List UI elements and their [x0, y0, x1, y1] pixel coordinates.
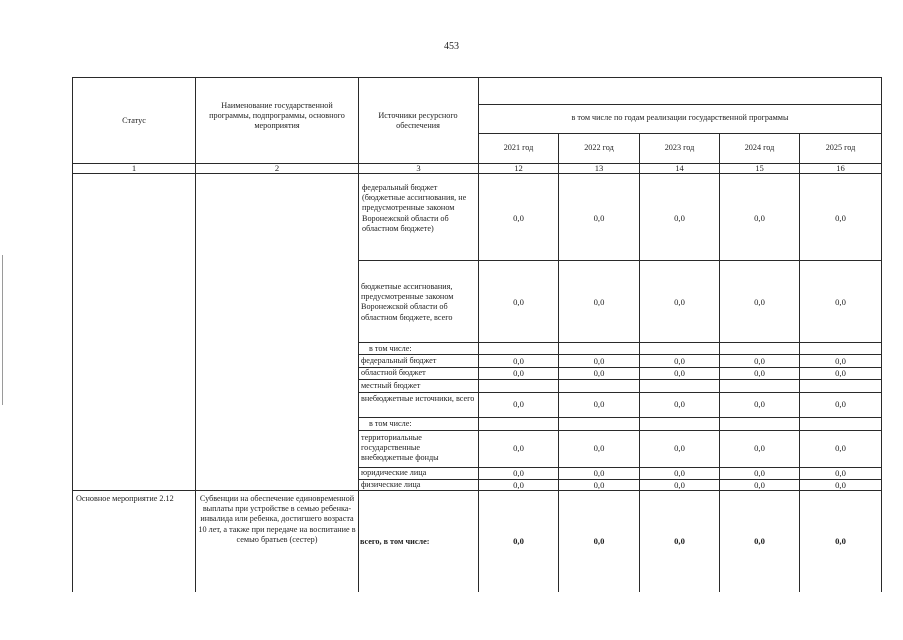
source-individuals: физические лица: [361, 480, 421, 489]
value-r6-2023: 0,0: [674, 399, 685, 409]
measure-name: Субвенции на обеспечение единовременной выплаты при устройстве в семью ребенка-инвалида или ребенка, достигшего возраста 10 лет, а также при передаче на воспитание в семью братьев (сестер): [198, 494, 356, 544]
value-r1-2022: 0,0: [593, 297, 605, 307]
colnum-1: 1: [131, 163, 137, 173]
header-status: Статус: [122, 116, 146, 125]
colnum-16: 16: [836, 163, 845, 173]
value-r1-2025: 0,0: [835, 297, 846, 307]
source-federal-unplanned: федеральный бюджет (бюджетные ассигнования, не предусмотренные законом Воронежской области об областном бюджете): [362, 183, 467, 233]
colnum-12: 12: [514, 163, 523, 173]
col-line-2: [358, 77, 359, 592]
source-local-budget: местный бюджет: [361, 381, 421, 390]
value-r1-2023: 0,0: [674, 297, 685, 307]
row-line-2: [358, 342, 882, 343]
header-divider-years-title: [478, 104, 882, 105]
value-r4-2022: 0,0: [593, 368, 605, 378]
value-r3-2021: 0,0: [513, 356, 524, 366]
value-r1-2021: 0,0: [513, 297, 524, 307]
value-r8-2023: 0,0: [674, 443, 685, 453]
colnum-15: 15: [755, 163, 764, 173]
page-number: 453: [444, 41, 459, 52]
source-legal-entities: юридические лица: [361, 468, 427, 477]
source-including-2: в том числе:: [369, 419, 412, 428]
measure-value-2023: 0,0: [674, 536, 685, 546]
value-r10-2022: 0,0: [593, 480, 605, 490]
header-name: Наименование государственной программы, подпрограммы, основного мероприятия: [209, 101, 345, 131]
value-r4-2021: 0,0: [513, 368, 524, 378]
colnum-bottom-line: [72, 173, 882, 174]
value-r10-2021: 0,0: [513, 480, 524, 490]
scan-edge-mark: [2, 255, 3, 405]
colnum-13: 13: [594, 163, 604, 173]
value-r0-2021: 0,0: [513, 213, 524, 223]
source-including-1: в том числе:: [369, 344, 412, 353]
colnum-14: 14: [675, 163, 684, 173]
row-line-8: [358, 430, 882, 431]
value-r3-2025: 0,0: [835, 356, 846, 366]
value-r9-2021: 0,0: [513, 468, 524, 478]
row-line-5: [358, 379, 882, 380]
measure-value-2025: 0,0: [835, 536, 846, 546]
value-r10-2025: 0,0: [835, 480, 846, 490]
value-r4-2024: 0,0: [754, 368, 765, 378]
source-federal-budget: федеральный бюджет: [361, 356, 437, 365]
year-2025: 2025 год: [825, 143, 856, 152]
measure-status: Основное мероприятие 2.12: [76, 494, 174, 503]
budget-table: [72, 77, 882, 592]
value-r6-2021: 0,0: [513, 399, 524, 409]
col-line-1: [195, 77, 196, 592]
year-2022: 2022 год: [584, 143, 614, 152]
value-r4-2025: 0,0: [835, 368, 846, 378]
value-r8-2021: 0,0: [513, 443, 524, 453]
value-r9-2024: 0,0: [754, 468, 765, 478]
table-right-border: [881, 77, 882, 592]
value-r6-2024: 0,0: [754, 399, 765, 409]
source-territorial-funds: территориальные государственные внебюджетные фонды: [361, 433, 439, 463]
table-top-border: [72, 77, 882, 78]
value-r9-2025: 0,0: [835, 468, 846, 478]
row-line-11: [72, 490, 882, 491]
year-2023: 2023 год: [664, 143, 695, 152]
value-r0-2022: 0,0: [593, 213, 605, 223]
measure-value-2024: 0,0: [754, 536, 765, 546]
measure-value-2021: 0,0: [513, 536, 524, 546]
value-r3-2024: 0,0: [754, 356, 765, 366]
colnum-3: 3: [416, 163, 421, 173]
value-r8-2025: 0,0: [835, 443, 846, 453]
value-r0-2024: 0,0: [754, 213, 765, 223]
value-r1-2024: 0,0: [754, 297, 765, 307]
source-regional-budget: областной бюджет: [361, 368, 426, 377]
value-r3-2023: 0,0: [674, 356, 685, 366]
value-r8-2024: 0,0: [754, 443, 765, 453]
year-2021: 2021 год: [503, 143, 534, 152]
header-by-years: в том числе по годам реализации государственной программы: [571, 113, 789, 122]
value-r6-2025: 0,0: [835, 399, 846, 409]
table-left-border: [72, 77, 73, 592]
header-sources: Источники ресурсного обеспечения: [378, 111, 458, 131]
source-extrabudgetary-total: внебюджетные источники, всего: [361, 394, 475, 403]
col-line-3: [478, 77, 479, 592]
year-2024: 2024 год: [744, 143, 775, 152]
row-line-7: [358, 417, 882, 418]
value-r9-2022: 0,0: [593, 468, 605, 478]
measure-source-total: всего, в том числе:: [360, 537, 430, 546]
value-r4-2023: 0,0: [674, 368, 685, 378]
value-r0-2023: 0,0: [674, 213, 685, 223]
value-r8-2022: 0,0: [593, 443, 605, 453]
measure-value-2022: 0,0: [593, 536, 605, 546]
row-line-6: [358, 392, 882, 393]
value-r3-2022: 0,0: [593, 356, 605, 366]
value-r9-2023: 0,0: [674, 468, 685, 478]
value-r6-2022: 0,0: [593, 399, 605, 409]
value-r10-2023: 0,0: [674, 480, 685, 490]
value-r0-2025: 0,0: [835, 213, 846, 223]
header-divider-years-row: [478, 133, 882, 134]
row-line-1: [358, 260, 882, 261]
source-budget-allocations-total: бюджетные ассигнования, предусмотренные законом Воронежской области об областном бюджете, всего: [361, 282, 454, 322]
colnum-2: 2: [274, 163, 280, 173]
value-r10-2024: 0,0: [754, 480, 765, 490]
